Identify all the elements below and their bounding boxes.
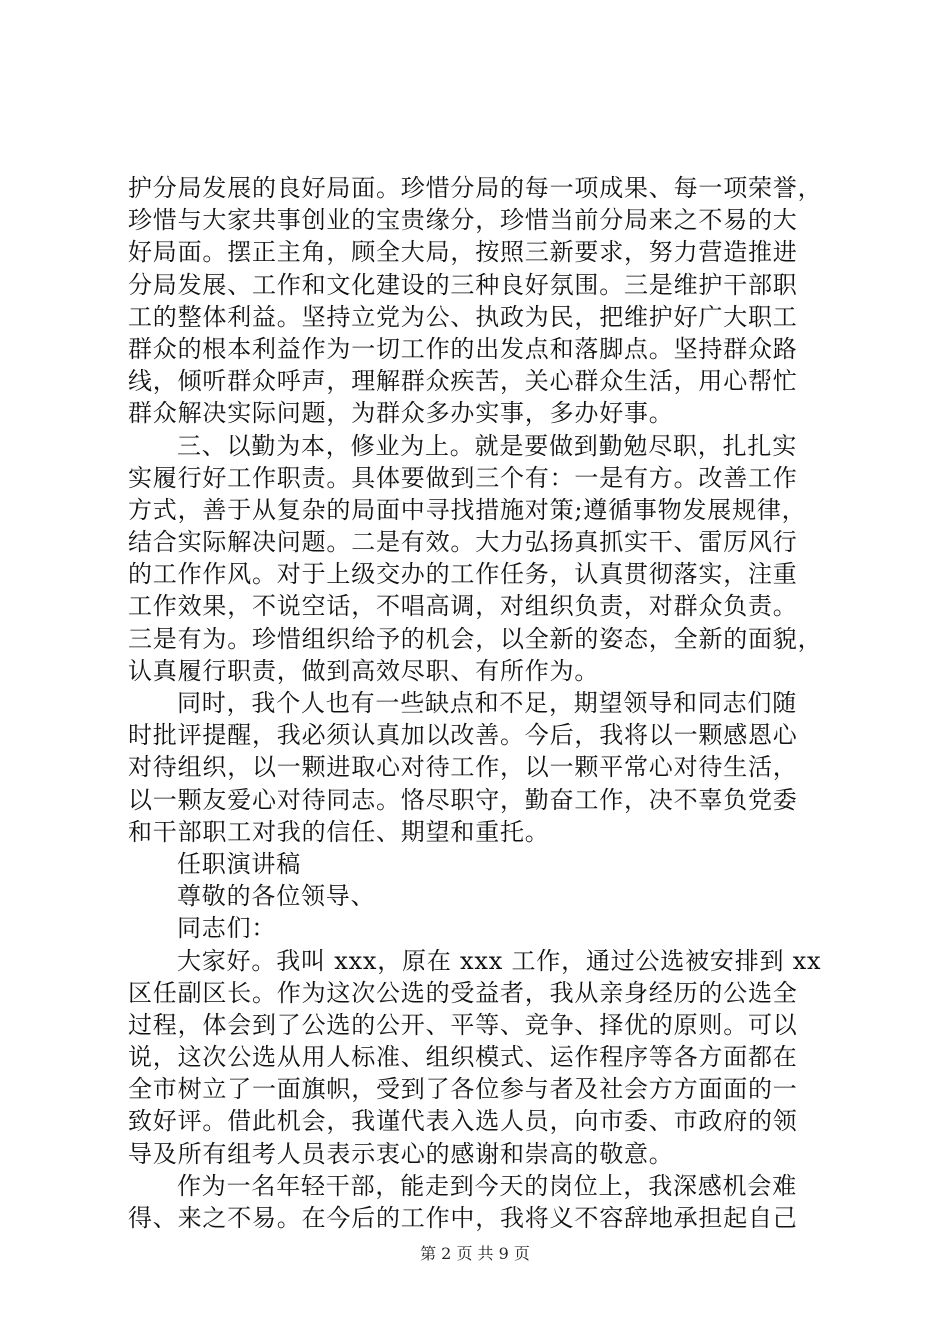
text-line: 工作效果，不说空话，不唱高调，对组织负责，对群众负责。 xyxy=(128,592,798,621)
text-line: 三是有为。珍惜组织给予的机会，以全新的姿态，全新的面貌， xyxy=(128,624,823,653)
text-line: 对待组织，以一颗进取心对待工作，以一颗平常心对待生活， xyxy=(128,753,798,782)
text-line: 护分局发展的良好局面。珍惜分局的每一项成果、每一项荣誉， xyxy=(128,174,823,202)
text-line: 群众的根本利益作为一切工作的出发点和落脚点。坚持群众路 xyxy=(128,334,798,363)
text-line: 说，这次公选从用人标准、组织模式、运作程序等各方面都在 xyxy=(128,1043,798,1072)
text-line: 珍惜与大家共事创业的宝贵缘分，珍惜当前分局来之不易的大 xyxy=(128,206,798,235)
text-line: 结合实际解决问题。二是有效。大力弘扬真抓实干、雷厉风行 xyxy=(128,528,798,557)
text-line: 认真履行职责，做到高效尽职、有所作为。 xyxy=(128,656,600,685)
text-line: 区任副区长。作为这次公选的受益者，我从亲身经历的公选全 xyxy=(128,978,798,1007)
text-line: 全市树立了一面旗帜，受到了各位参与者及社会方方面面的一 xyxy=(128,1075,798,1104)
text-line: 导及所有组考人员表示衷心的感谢和崇高的敬意。 xyxy=(128,1139,674,1168)
salutation-line: 尊敬的各位领导、 xyxy=(177,882,376,911)
text-line: 和干部职工对我的信任、期望和重托。 xyxy=(128,817,550,846)
paragraph-start-line: 三、以勤为本，修业为上。就是要做到勤勉尽职，扎扎实 xyxy=(177,431,797,460)
paragraph-start-line: 同时，我个人也有一些缺点和不足，期望领导和同志们随 xyxy=(177,689,797,717)
page-number-footer: 第 2 页 共 9 页 xyxy=(420,1244,530,1263)
text-line: 群众解决实际问题，为群众多办实事，多办好事。 xyxy=(128,399,674,428)
paragraph-start-line: 作为一名年轻干部，能走到今天的岗位上，我深感机会难 xyxy=(177,1171,797,1200)
text-line: 分局发展、工作和文化建设的三种良好氛围。三是维护干部职 xyxy=(128,270,798,299)
text-line: 实履行好工作职责。具体要做到三个有：一是有方。改善工作 xyxy=(128,463,798,492)
body-text xyxy=(128,172,828,1234)
text-line: 致好评。借此机会，我谨代表入选人员，向市委、市政府的领 xyxy=(128,1107,798,1136)
text-line: 方式，善于从复杂的局面中寻找措施对策;遵循事物发展规律， xyxy=(128,495,807,524)
salutation-line: 同志们： xyxy=(177,914,277,943)
speech-title: 任职演讲稿 xyxy=(177,849,301,878)
text-line: 线，倾听群众呼声，理解群众疾苦，关心群众生活，用心帮忙 xyxy=(128,367,798,396)
text-line: 得、来之不易。在今后的工作中，我将义不容辞地承担起自己 xyxy=(128,1204,798,1232)
text-line: 时批评提醒，我必须认真加以改善。今后，我将以一颗感恩心 xyxy=(128,721,798,750)
paragraph-start-line: 大家好。我叫 xxx，原在 xxx 工作，通过公选被安排到 xx xyxy=(177,946,822,975)
text-line: 过程，体会到了公选的公开、平等、竞争、择优的原则。可以 xyxy=(128,1010,798,1039)
text-line: 好局面。摆正主角，顾全大局，按照三新要求，努力营造推进 xyxy=(128,238,798,267)
text-line: 的工作作风。对于上级交办的工作任务，认真贯彻落实，注重 xyxy=(128,560,798,589)
text-line: 以一颗友爱心对待同志。恪尽职守，勤奋工作，决不辜负党委 xyxy=(128,785,798,814)
text-line: 工的整体利益。坚持立党为公、执政为民，把维护好广大职工 xyxy=(128,302,798,331)
